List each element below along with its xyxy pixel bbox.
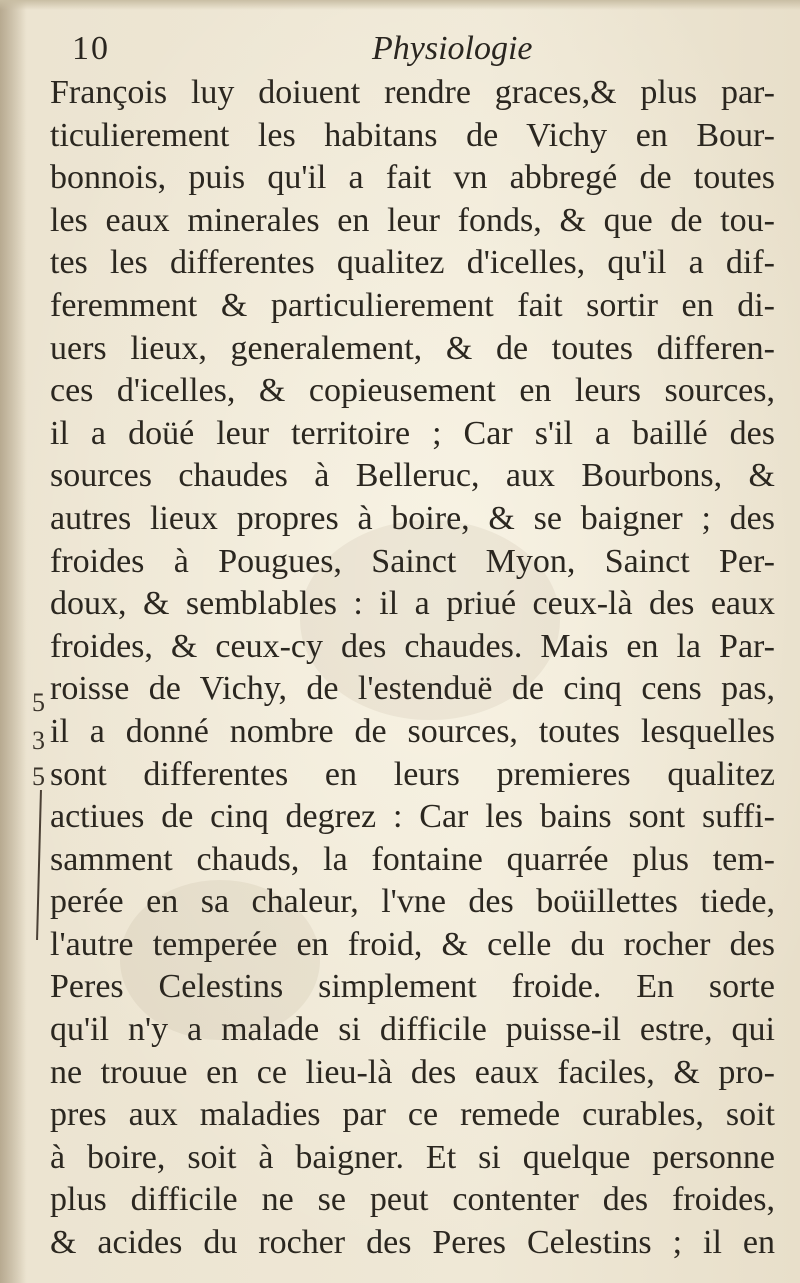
gutter-shadow <box>0 0 26 1283</box>
page-number: 10 <box>72 30 110 67</box>
text-line: sont differentes en leurs premieres qualitez <box>50 755 775 793</box>
text-line: actiues de cinq degrez : Car les bains sont suffi- <box>50 798 775 836</box>
text-line: & acides du rocher des Peres Celestins ; il en <box>50 1224 775 1262</box>
text-line: François luy doiuent rendre graces,& plus par- <box>50 74 775 111</box>
text-line: froides à Pougues, Sainct Myon, Sainct Per- <box>50 542 775 580</box>
text-line: il a donné nombre de sources, toutes lesquelles <box>50 712 775 750</box>
text-line: Peres Celestins simplement froide. En sorte <box>50 968 775 1006</box>
text-line: l'autre temperée en froid, & celle du rocher des <box>50 925 775 963</box>
text-line: ticulierement les habitans de Vichy en Bour- <box>50 116 775 154</box>
text-line: perée en sa chaleur, l'vne des boüillettes tiede, <box>50 883 775 921</box>
text-line: sources chaudes à Belleruc, aux Bourbons, & <box>50 457 775 495</box>
text-line: ces d'icelles, & copieusement en leurs sources, <box>50 372 775 410</box>
text-line: bonnois, puis qu'il a fait vn abbregé de toutes <box>50 159 775 197</box>
text-line: pres aux maladies par ce remede curables, soit <box>50 1096 775 1134</box>
text-line: samment chauds, la fontaine quarrée plus tem- <box>50 840 775 878</box>
text-line: ne trouue en ce lieu-là des eaux faciles, & pro- <box>50 1053 775 1091</box>
text-line: uers lieux, generalement, & de toutes differen- <box>50 329 775 367</box>
margin-rule <box>36 790 42 940</box>
text-line: doux, & semblables : il a priué ceux-là des eaux <box>50 585 775 623</box>
text-line: feremment & particulierement fait sortir en di- <box>50 286 775 324</box>
page-top-edge <box>0 0 800 10</box>
text-line: à boire, soit à baigner. Et si quelque personne <box>50 1138 775 1176</box>
margin-mark: 5 <box>32 762 45 791</box>
margin-mark: 3 <box>32 726 45 755</box>
text-line: tes les differentes qualitez d'icelles, qu'il a dif- <box>50 244 775 282</box>
running-title: Physiologie <box>372 30 533 67</box>
text-line: les eaux minerales en leur fonds, & que de tou- <box>50 201 775 239</box>
running-head <box>72 30 772 74</box>
body-text <box>50 72 775 1265</box>
text-line: il a doüé leur territoire ; Car s'il a baillé des <box>50 414 775 452</box>
text-line: qu'il n'y a malade si difficile puisse-il estre, qui <box>50 1011 775 1049</box>
margin-annotations <box>28 690 56 970</box>
text-line: plus difficile ne se peut contenter des froides, <box>50 1181 775 1219</box>
text-line: roisse de Vichy, de l'estenduë de cinq cens pas, <box>50 670 775 708</box>
text-line: autres lieux propres à boire, & se baigner ; des <box>50 499 775 537</box>
text-line: froides, & ceux-cy des chaudes. Mais en la Par- <box>50 627 775 665</box>
margin-mark: 5 <box>32 688 45 717</box>
